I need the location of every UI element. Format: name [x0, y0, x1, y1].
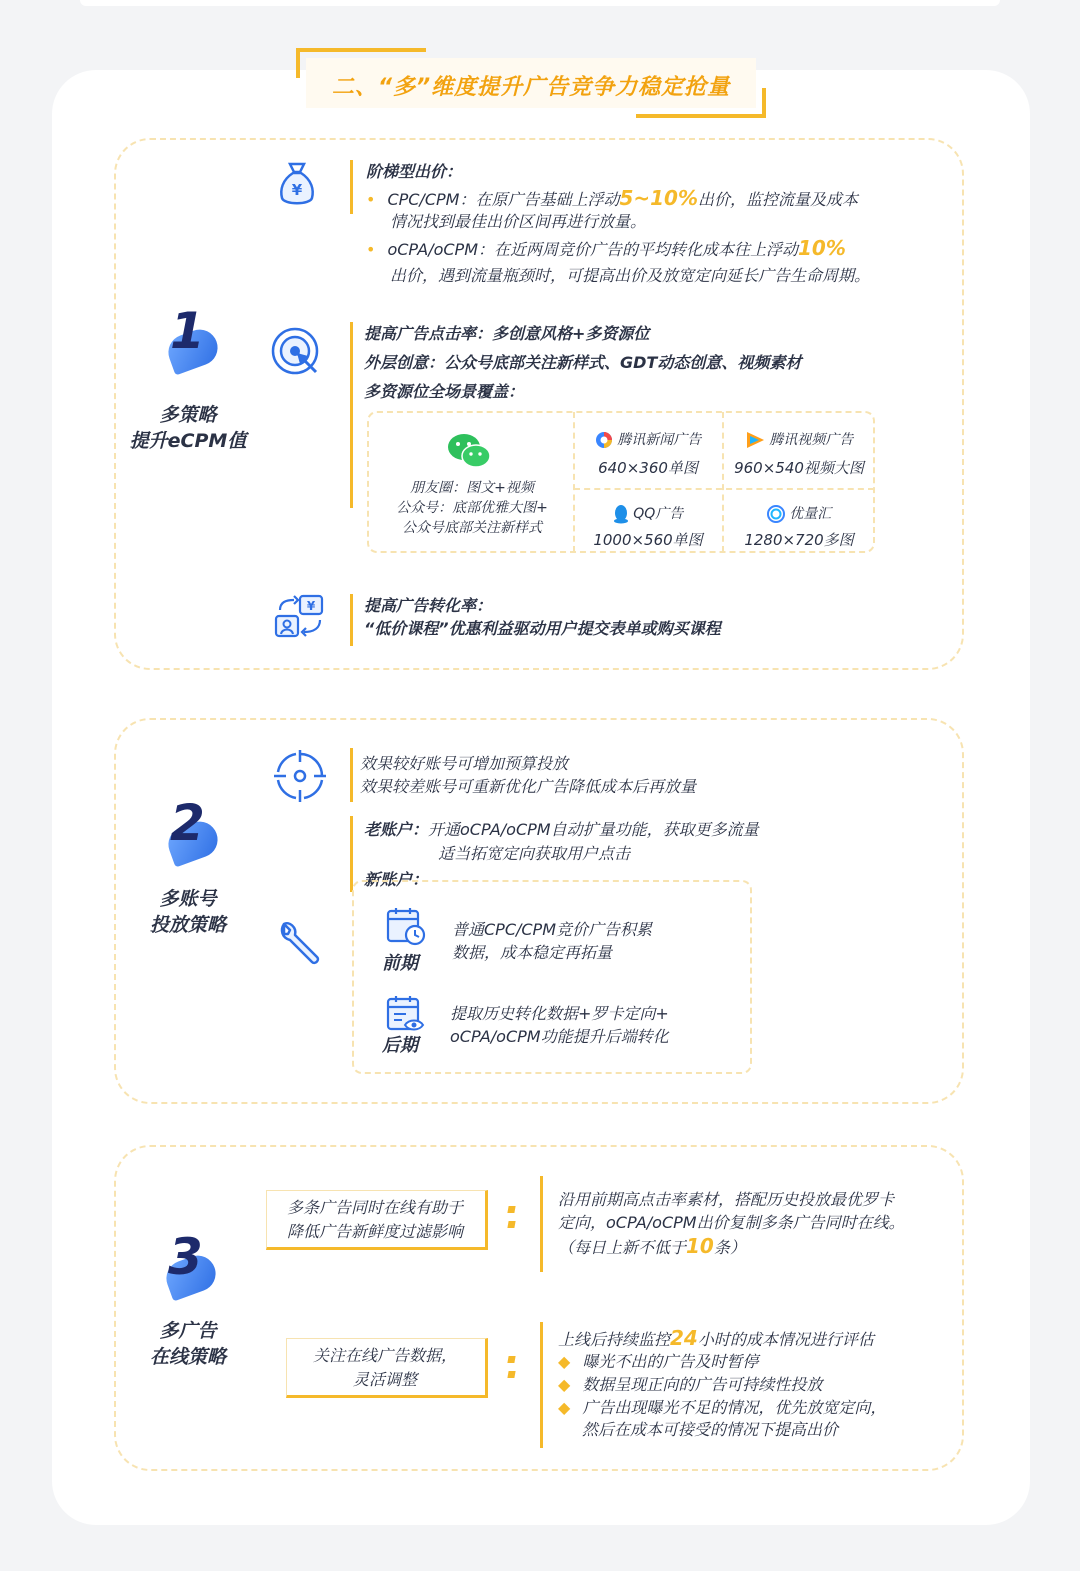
accent-bar	[350, 816, 353, 892]
svg-text:¥: ¥	[291, 181, 303, 199]
early-stage-line-2: 数据，成本稳定再拓量	[452, 943, 613, 962]
qq-spec: 1000×560单图	[593, 531, 703, 549]
colon-separator	[508, 1356, 516, 1386]
calendar-clock-icon	[386, 906, 426, 946]
late-stage-label: 后期	[382, 1035, 418, 1056]
r2-line-1: 上线后持续监控24小时的成本情况进行评估	[558, 1326, 874, 1350]
calendar-eye-icon	[386, 994, 426, 1034]
early-stage-line-1: 普通CPC/CPM竞价广告积累	[452, 920, 653, 939]
youlianghui-spec: 1280×720多图	[744, 531, 854, 549]
old-account-cont: 适当拓宽定向获取用户点击	[438, 844, 631, 863]
badge-digit: 2	[170, 794, 205, 852]
r2-item-3: ◆ 广告出现曝光不足的情况，优先放宽定向，	[558, 1398, 887, 1417]
target-click-icon	[270, 326, 322, 378]
exchange-icon	[274, 594, 326, 640]
youlianghui-resource: 优量汇	[723, 502, 875, 526]
top-strip	[80, 0, 1000, 6]
tencent-video-resource: 腾讯视频广告	[723, 428, 875, 452]
number-badge-2	[160, 794, 220, 864]
early-stage-label: 前期	[382, 953, 418, 974]
late-stage-line-2: oCPA/oCPM功能提升后端转化	[450, 1027, 669, 1046]
s2-line-1: 效果较好账号可增加预算投放	[360, 754, 569, 773]
late-stage-line-1: 提取历史转化数据+罗卡定向+	[450, 1004, 669, 1023]
tencent-news-resource: 腾讯新闻广告	[574, 428, 722, 452]
b1-title: 阶梯型出价：	[366, 162, 463, 181]
r1-line-2: 定向，oCPA/oCPM出价复制多条广告同时在线。	[558, 1213, 905, 1232]
r1-line-3: （每日上新不低于10条）	[558, 1234, 746, 1258]
header-title: 二、“多”维度提升广告竞争力稳定抢量	[331, 75, 731, 100]
svg-text:¥: ¥	[306, 599, 316, 613]
money-bag-icon	[276, 160, 318, 208]
b1-item-1-cont: 情况找到最佳出价区间再进行放量。	[390, 212, 647, 231]
bullet-dot: •	[366, 240, 376, 259]
b2-line-3: 多资源位全场景覆盖：	[364, 382, 525, 401]
tencent-video-spec: 960×540视频大图	[734, 459, 864, 477]
old-account: 老账户：开通oCPA/oCPM自动扩量功能，获取更多流量	[364, 820, 759, 839]
number-badge-1	[160, 302, 220, 372]
new-account-label: 新账户：	[364, 870, 429, 889]
tencent-news-spec: 640×360单图	[598, 459, 698, 477]
wechat-resource-text: 朋友圈：图文+视频 公众号：底部优雅大图+ 公众号底部关注新样式	[396, 480, 548, 536]
tencent-news-icon	[595, 431, 613, 449]
youlianghui-icon	[767, 505, 785, 523]
bullet-dot: •	[366, 190, 376, 209]
qq-resource: QQ广告	[574, 502, 722, 526]
wrench-icon	[276, 918, 324, 966]
r2-item-1: ◆ 曝光不出的广告及时暂停	[558, 1352, 759, 1371]
tencent-video-icon	[745, 431, 765, 449]
accent-bar	[350, 322, 353, 508]
wechat-icon	[446, 432, 492, 470]
strategy-2-title: 多账号 投放策略	[149, 888, 226, 936]
section-header	[296, 48, 766, 118]
b3-line-1: 提高广告转化率：	[364, 596, 493, 615]
r1-line-1: 沿用前期高点击率素材，搭配历史投放最优罗卡	[558, 1190, 895, 1209]
online-ads-box: 多条广告同时在线有助于 降低广告新鲜度过滤影响	[266, 1190, 488, 1250]
strategy-3-title: 多广告 在线策略	[149, 1320, 226, 1368]
accent-bar	[540, 1176, 543, 1272]
b3-line-2: “低价课程”优惠利益驱动用户提交表单或购买课程	[364, 619, 721, 638]
b2-line-2: 外层创意：公众号底部关注新样式、GDT动态创意、视频素材	[364, 353, 802, 372]
accent-bar	[350, 748, 353, 802]
badge-digit: 1	[170, 302, 205, 360]
qq-icon	[613, 504, 629, 524]
accent-bar	[540, 1322, 543, 1448]
crosshair-icon	[274, 750, 326, 802]
b2-line-1: 提高广告点击率：多创意风格+多资源位	[364, 324, 650, 343]
monitor-ads-box: 关注在线广告数据， 灵活调整	[286, 1338, 488, 1398]
badge-digit: 3	[168, 1228, 203, 1286]
r2-item-3-cont: 然后在成本可接受的情况下提高出价	[582, 1420, 839, 1439]
accent-bar	[350, 160, 353, 214]
strategy-1-title: 多策略 提升eCPM值	[129, 404, 247, 452]
b1-item-1: • CPC/CPM：在原广告基础上浮动5~10%出价，监控流量及成本	[366, 186, 859, 210]
accent-bar	[350, 594, 353, 646]
s2-line-2: 效果较差账号可重新优化广告降低成本后再放量	[360, 777, 697, 796]
number-badge-3	[158, 1228, 218, 1298]
b1-item-2-cont: 出价，遇到流量瓶颈时，可提高出价及放宽定向延长广告生命周期。	[390, 266, 871, 285]
r2-item-2: ◆ 数据呈现正向的广告可持续性投放	[558, 1375, 823, 1394]
colon-separator	[508, 1206, 516, 1236]
b1-item-2: • oCPA/oCPM：在近两周竞价广告的平均转化成本往上浮动10%	[366, 236, 846, 260]
